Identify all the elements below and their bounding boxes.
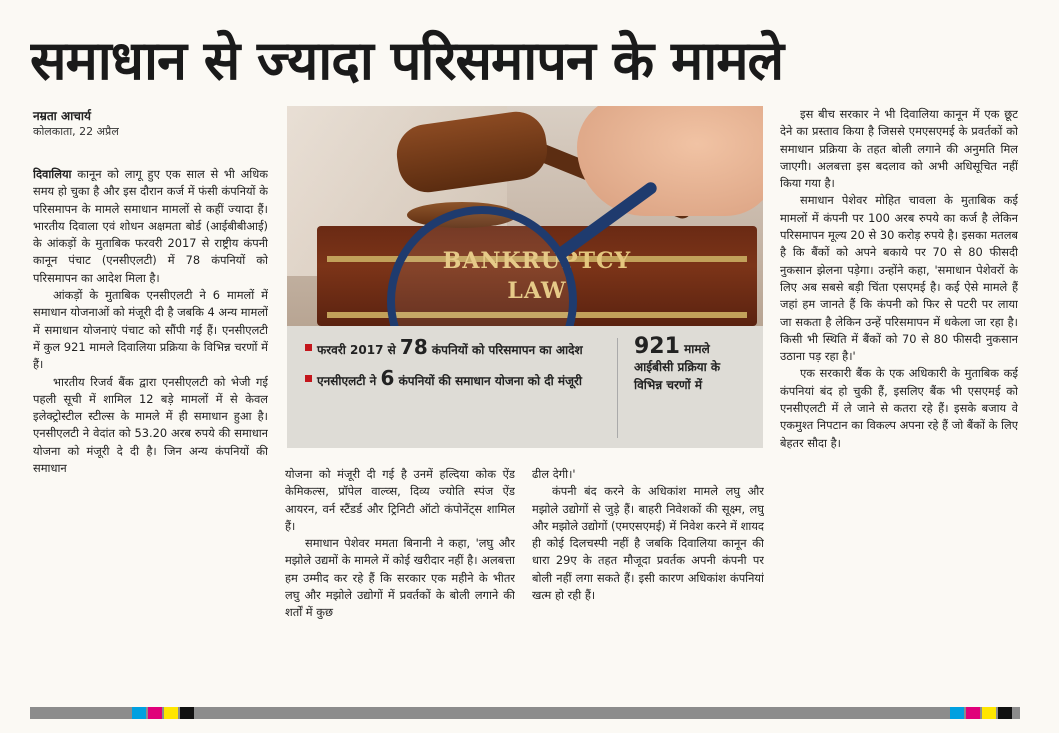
paragraph: भारतीय रिजर्व बैंक द्वारा एनसीएलटी को भेजी गई पहली सूची में शामिल 12 बड़े मामलों में से केवल इलेक्ट्रोस्टील स्टील्स के मामले में ही समाधान हुआ है। एनसीएलटी ने वेदांत को 53.20 अरब रुपये की समाधान योजना को मंजूरी दे दी है। जिन अन्य कंपनियों की समाधान xyxy=(33,374,268,476)
dateline: कोलकाता, 22 अप्रैल xyxy=(33,125,119,138)
byline xyxy=(33,108,273,140)
stat-text: मामले आईबीसी प्रक्रिया के विभिन्न चरणों में xyxy=(634,342,721,392)
article-column-4 xyxy=(780,106,1018,686)
bullet-text: एनसीएलटी ने xyxy=(317,374,381,388)
paragraph: कंपनी बंद करने के अधिकांश मामले लघु और मझोले उद्योगों से जुड़े हैं। बाहरी निवेशकों की सूक्ष्म, लघु और मझोले उद्योगों (एमएसएमई) में निवेश करने में शायद ही कोई दिलचस्पी नहीं है जबकि दिवालिया कानून की धारा 29ए के तहत मौजूदा प्रवर्तक अपनी कंपनी पर बोली नहीं लगा सकते हैं। इसी कारण अधिकांश कंपनियां खत्म हो रही हैं। xyxy=(532,484,764,603)
paragraph: इस बीच सरकार ने भी दिवालिया कानून में एक छूट देने का प्रस्ताव किया है जिससे एमएसएमई के प्रवर्तकों को समाधान प्रक्रिया के तहत बोली लगाने की अनुमति मिल जाएगी। अलबत्ता इस बदलाव को अभी अधिसूचित नहीं किया गया है। xyxy=(780,107,1018,191)
registration-black xyxy=(998,707,1012,719)
paragraph xyxy=(33,166,268,287)
registration-magenta xyxy=(148,707,162,719)
stat-number: 921 xyxy=(634,334,680,359)
article-column-3 xyxy=(532,466,764,684)
paragraph: एक सरकारी बैंक के एक अधिकारी के मुताबिक कई कंपनियां बंद हो चुकी हैं, इसलिए बैंक भी एसएमई को एनसीएलटी में ले जाने से कतरा रहे हैं। इसके बजाय वे एकमुश्त निपटान का विकल्प अपना रहे हैं जो बैंकों के लिए बेहतर सौदा है। xyxy=(780,366,1018,450)
registration-yellow xyxy=(164,707,178,719)
registration-black xyxy=(180,707,194,719)
info-stat xyxy=(617,334,752,438)
info-bullets xyxy=(305,335,605,400)
info-bullet-1 xyxy=(305,335,605,359)
info-bullet-2 xyxy=(305,366,605,390)
registration-yellow xyxy=(982,707,996,719)
paragraph: आंकड़ों के मुताबिक एनसीएलटी ने 6 मामलों में समाधान योजनाओं को मंजूरी दी है जबकि 4 अन्य मामलों में समाधान योजनाएं पंचाट को सौंपी गई हैं। एनसीएलटी में कुल 921 मामले दिवालिया प्रक्रिया के विभिन्न चरणों में हैं। xyxy=(33,288,268,372)
lead-word: दिवालिया xyxy=(33,167,72,181)
headline: समाधान से ज्यादा परिसमापन के मामले xyxy=(30,29,784,92)
bullet-number: 78 xyxy=(399,335,428,359)
print-registration-bar xyxy=(30,707,1020,719)
author-name: नम्रता आचार्य xyxy=(33,109,91,123)
registration-cyan xyxy=(132,707,146,719)
bullet-number: 6 xyxy=(380,366,395,390)
paragraph-text: कानून को लागू हुए एक साल से भी अधिक समय हो चुका है और इस दौरान कर्ज में फंसी कंपनियों के परिसमापन के मामले समाधान मामलों से कहीं ज्यादा हैं। भारतीय दिवाला एवं शोधन अक्षमता बोर्ड (आईबीबीआई) के आंकड़ों के मुताबिक फरवरी 2017 से राष्ट्रीय कंपनी कानून पंचाट (एनसीएलटी) में 78 कंपनियों को परिसमापन का आदेश मिला है। xyxy=(33,167,268,285)
bullet-text: कंपनियों की समाधान योजना को दी मंजूरी xyxy=(394,374,583,388)
hand xyxy=(577,106,763,216)
bullet-text: कंपनियों को परिसमापन का आदेश xyxy=(427,343,583,357)
paragraph: ढील देगी।' xyxy=(532,467,576,481)
book-title-line: LAW xyxy=(507,278,567,304)
article-column-1 xyxy=(33,166,268,684)
paragraph: समाधान पेशेवर मोहित चावला के मुताबिक कई मामलों में कंपनी पर 100 अरब रुपये का कर्ज है लेकिन परिसमापन मूल्य 20 से 30 करोड़ रुपये है। इसका मतलब है कि बैंकों को अपने बकाये पर 70 से 80 फीसदी नुकसान झेलना पड़ेगा। उन्होंने कहा, 'समाधान पेशेवरों के लिए अब सबसे बड़ी चिंता एसएमई है। कई ऐसे मामले हैं जहां हम जानते हैं कि कंपनी को फिर से पटरी पर लाया जा सकता है लेकिन उन्हें परिसमापन में धकेला जा रहा है। किसी भी स्थिति में बैंकों को 70 से 80 फीसदी नुकसान उठाना पड़ रहा है।' xyxy=(780,193,1018,364)
info-box xyxy=(287,326,763,448)
bullet-text: फरवरी 2017 से xyxy=(317,343,400,357)
paragraph: योजना को मंजूरी दी गई है उनमें हल्दिया कोक ऐंड केमिकल्स, प्रॉपेल वाल्व्स, दिव्य ज्योति स्पंज ऐंड आयरन, वर्न स्टैंडर्ड और ट्रिनिटी ऑटो कंपोनेंट्स शामिल हैं। xyxy=(285,467,515,533)
article-column-2 xyxy=(285,466,515,684)
paragraph: समाधान पेशेवर ममता बिनानी ने कहा, 'लघु और मझोले उद्यमों के मामले में कोई खरीदार नहीं है। अलबत्ता हम उम्मीद कर रहे हैं कि सरकार एक महीने के भीतर लघु और मझोले उद्योगों में प्रवर्तकों के बोली लगाने की शर्तों में कुछ xyxy=(285,536,515,620)
registration-cyan xyxy=(950,707,964,719)
book-title-line: BANKRUPTCY xyxy=(442,248,632,274)
registration-magenta xyxy=(966,707,980,719)
bankruptcy-law-photo xyxy=(287,106,763,326)
